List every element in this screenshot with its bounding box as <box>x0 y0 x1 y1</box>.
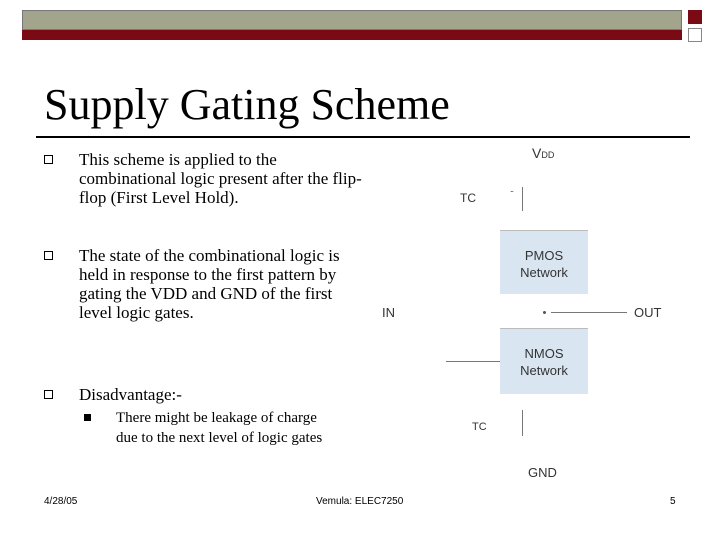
bullet-text: This scheme is applied to the combinational logic present after the flip-flop (First Level Hold). <box>79 150 362 207</box>
in-label: IN <box>382 305 395 320</box>
vdd-label: VDD <box>532 145 555 161</box>
filled-square-bullet-icon <box>84 414 91 421</box>
footer-center: Vemula: ELEC7250 <box>316 496 404 507</box>
footer-date: 4/28/05 <box>44 496 78 507</box>
page-number: 5 <box>670 496 676 507</box>
top-decoration-bar <box>22 10 682 40</box>
corner-square-outline <box>688 28 702 42</box>
bullet-text: Disadvantage:- <box>79 385 182 404</box>
corner-square-filled <box>688 10 702 24</box>
title-divider <box>36 136 690 138</box>
hollow-square-bullet-icon <box>44 155 53 164</box>
tc-bottom-label: TC <box>472 421 487 433</box>
nmos-network-block: NMOS Network <box>500 328 588 394</box>
top-bar-olive <box>22 10 682 30</box>
tc-top-gate-line <box>522 187 523 211</box>
pmos-network-block: PMOS Network <box>500 230 588 294</box>
hollow-square-bullet-icon <box>44 251 53 260</box>
tc-bottom-gate-line <box>522 410 523 436</box>
top-bar-maroon <box>22 30 682 40</box>
slide-title: Supply Gating Scheme <box>44 80 450 129</box>
gnd-label: GND <box>528 465 557 480</box>
supply-gating-circuit-diagram <box>370 140 700 490</box>
sub-bullet-text: There might be leakage of charge due to the next level of logic gates <box>116 410 323 446</box>
tc-top-label: TC <box>460 191 476 205</box>
output-node-dot <box>543 311 546 314</box>
hollow-square-bullet-icon <box>44 390 53 399</box>
bullet-text: The state of the combinational logic is held in response to the first pattern by gating the VDD and GND of the first level logic gates. <box>79 246 340 322</box>
out-line <box>551 312 627 313</box>
out-label: OUT <box>634 305 662 320</box>
in-wire-line <box>446 361 500 362</box>
